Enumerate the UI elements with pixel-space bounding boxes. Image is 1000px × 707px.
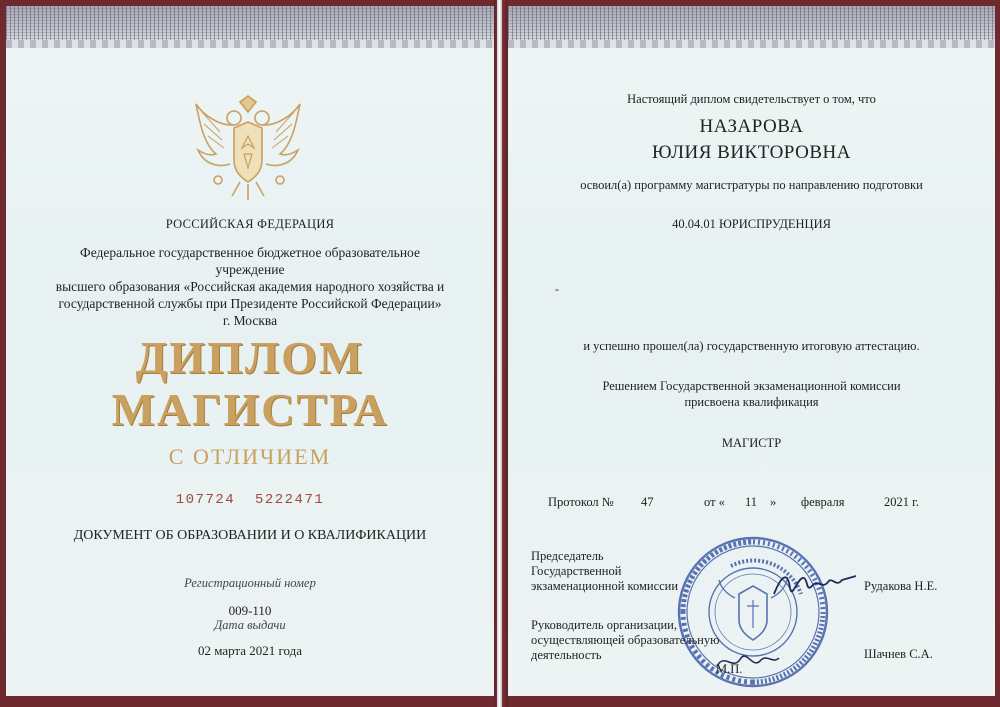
commission-decision-line: Решением Государственной экзаменационной комиссии bbox=[602, 379, 901, 393]
left-page bbox=[6, 6, 494, 696]
registration-label: Регистрационный номер bbox=[184, 576, 316, 590]
diploma-honors: С ОТЛИЧИЕМ bbox=[168, 444, 332, 469]
document-type: ДОКУМЕНТ ОБ ОБРАЗОВАНИИ И О КВАЛИФИКАЦИИ bbox=[73, 528, 427, 543]
chair-title bbox=[531, 549, 678, 594]
diploma-title-line2: МАГИСТРА bbox=[111, 384, 389, 435]
coat-of-arms-icon bbox=[190, 92, 306, 204]
protocol-line bbox=[508, 495, 995, 511]
diploma-title-line1: ДИПЛОМ bbox=[135, 332, 365, 383]
institution-line: Федеральное государственное бюджетное образовательное учреждение bbox=[80, 245, 420, 277]
protocol-day-close: » bbox=[770, 495, 777, 509]
chair-title-line: Государственной bbox=[531, 564, 622, 578]
right-page bbox=[508, 6, 995, 696]
protocol-from: от « bbox=[704, 495, 725, 509]
specialization-dash: - bbox=[555, 282, 559, 296]
head-title-line: осуществляющей образовательную bbox=[531, 633, 720, 647]
protocol-label: Протокол № bbox=[548, 495, 614, 509]
protocol-year: 2021 г. bbox=[884, 495, 919, 509]
protocol-day: 11 bbox=[745, 495, 758, 509]
graduate-given-names: ЮЛИЯ ВИКТОРОВНА bbox=[652, 142, 851, 163]
commission-decision-line: присвоена квалификация bbox=[684, 395, 819, 409]
graduate-name bbox=[508, 114, 995, 166]
head-title-line: деятельность bbox=[531, 648, 602, 662]
chair-name: Рудакова Н.Е. bbox=[864, 579, 938, 593]
guilloche-band bbox=[6, 6, 494, 48]
program-statement: освоил(а) программу магистратуры по направлению подготовки bbox=[580, 178, 923, 192]
head-name: Шачнев С.А. bbox=[864, 647, 933, 661]
chair-signature bbox=[770, 566, 860, 602]
guilloche-band bbox=[508, 6, 995, 48]
protocol-month: февраля bbox=[801, 495, 845, 509]
issue-date: 02 марта 2021 года bbox=[197, 643, 303, 658]
attestation-statement: и успешно прошел(ла) государственную итоговую аттестацию. bbox=[583, 339, 920, 353]
head-title bbox=[531, 618, 719, 663]
head-title-line: Руководитель организации, bbox=[531, 618, 677, 632]
graduate-surname: НАЗАРОВА bbox=[699, 116, 804, 137]
diploma-title bbox=[6, 332, 494, 436]
registration-number: 009-110 bbox=[228, 603, 272, 618]
institution-line: государственной службы при Президенте Российской Федерации» bbox=[58, 296, 442, 311]
chair-title-line: Председатель bbox=[531, 549, 604, 563]
qualification: МАГИСТР bbox=[721, 436, 782, 450]
certify-intro: Настоящий диплом свидетельствует о том, что bbox=[627, 92, 876, 106]
serial-number: 107724 5222471 bbox=[175, 492, 325, 508]
institution-city: г. Москва bbox=[222, 313, 278, 328]
binding-cord bbox=[497, 0, 502, 707]
specialty: 40.04.01 ЮРИСПРУДЕНЦИЯ bbox=[672, 217, 831, 231]
stamp-place-label: М.П. bbox=[716, 662, 743, 676]
protocol-number: 47 bbox=[641, 495, 654, 509]
institution-line: высшего образования «Российская академия народного хозяйства и bbox=[55, 279, 445, 294]
issue-date-label: Дата выдачи bbox=[214, 618, 286, 632]
country-name: РОССИЙСКАЯ ФЕДЕРАЦИЯ bbox=[165, 217, 335, 231]
chair-title-line: экзаменационной комиссии bbox=[531, 579, 679, 593]
institution-name bbox=[46, 244, 454, 329]
commission-decision bbox=[508, 378, 995, 410]
